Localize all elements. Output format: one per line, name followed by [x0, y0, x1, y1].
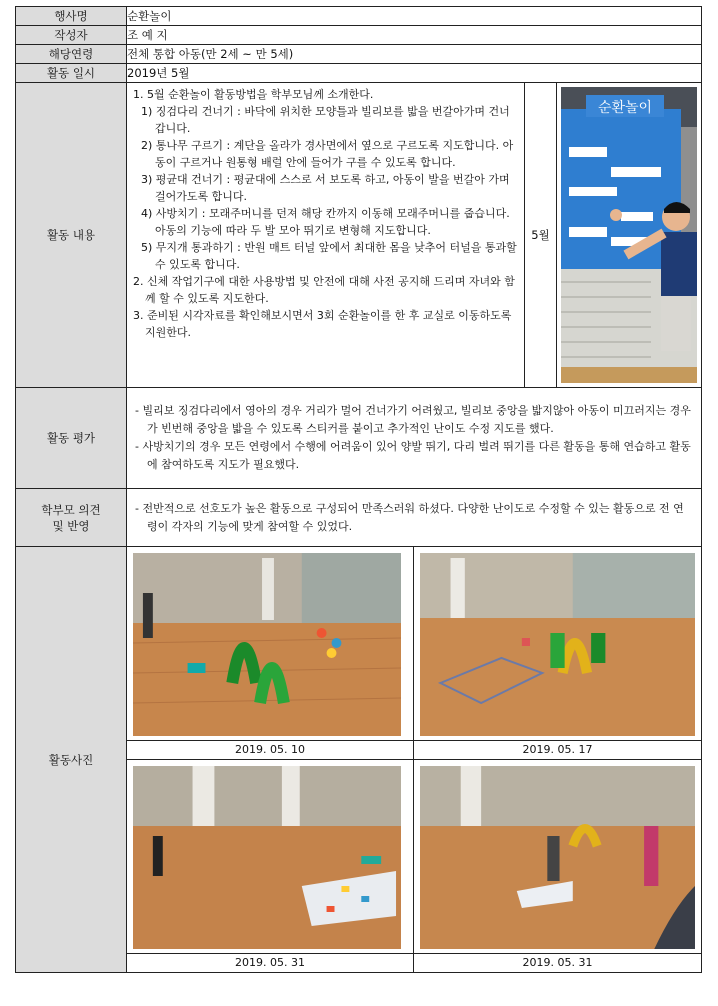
content-photo-cell: [557, 83, 702, 388]
event-name-label: 행사명: [16, 7, 127, 26]
age-value: 전체 통합 아동(만 2세 ~ 만 5세): [127, 45, 702, 64]
parent-label-line2: 및 반영: [52, 518, 90, 533]
date-label: 활동 일시: [16, 64, 127, 83]
photos-cell: [127, 547, 702, 973]
age-label: 해당연령: [16, 45, 127, 64]
gym-photo: [133, 766, 401, 949]
evaluation-bullet: - 빌리보 징검다리에서 영아의 경우 거리가 멀어 건너가기 어려웠고, 빌리보 중앙을 밟지않아 아동이 미끄러지는 경우가 빈번해 중앙을 밟을 수 있도록 스티커를 붙이고 추가적인 난이도 수정 지도를 했다.: [135, 404, 691, 435]
content-extra: 3. 준비된 시각자료를 확인해보시면서 3회 순환놀이를 한 후 교실로 이동하도록 지원한다.: [133, 309, 512, 339]
content-cell: [127, 83, 525, 388]
content-month: 5월: [525, 83, 557, 388]
parent-label-line1: 학부모 의견: [41, 502, 101, 517]
evaluation-label: 활동 평가: [16, 388, 127, 489]
content-label: 활동 내용: [16, 83, 127, 388]
gym-photo: [420, 553, 695, 736]
parent-label: [16, 489, 127, 547]
content-item: 4) 사방치기 : 모래주머니를 던져 해당 칸까지 이동해 모래주머니를 줍습니다. 아동의 기능에 따라 두 발 모아 뛰기로 변형해 지도합니다.: [141, 207, 510, 237]
gym-photo: [420, 766, 695, 949]
content-extra: 2. 신체 작업기구에 대한 사용방법 및 안전에 대해 사전 공지해 드리며 자녀와 함께 할 수 있도록 지도한다.: [133, 275, 515, 305]
content-item: 1) 징검다리 건너기 : 바닥에 위치한 모양틀과 빌리보를 밟을 번갈아가며 건너갑니다.: [141, 105, 510, 135]
activity-report-table: [15, 6, 702, 973]
parent-cell: [127, 489, 702, 547]
content-item: 3) 평균대 건너기 : 평균대에 스스로 서 보도록 하고, 아동이 발을 번갈아 가며 걸어가도록 합니다.: [141, 173, 510, 203]
content-item: 2) 통나무 구르기 : 계단을 올라가 경사면에서 옆으로 구르도록 지도합니다. 아동이 구르거나 원통형 배럴 안에 들어가 구를 수 있도록 합니다.: [141, 139, 514, 169]
photo-2: [414, 547, 701, 760]
gym-photo: [133, 553, 401, 736]
date-value: 2019년 5월: [127, 64, 702, 83]
board-photo: [561, 87, 697, 383]
author-label: 작성자: [16, 26, 127, 45]
photo-4: [414, 760, 701, 972]
photo-1: [127, 547, 414, 760]
photo-3: [127, 760, 414, 972]
photo-caption: 2019. 05. 17: [414, 740, 701, 760]
evaluation-cell: [127, 388, 702, 489]
author-value: 조 예 지: [127, 26, 702, 45]
parent-text: - 전반적으로 선호도가 높은 활동으로 구성되어 만족스러워 하셨다. 다양한 난이도로 수정할 수 있는 활동으로 전 연령이 각자의 기능에 맞게 참여할 수 있었다.: [135, 501, 684, 533]
photo-caption: 2019. 05. 31: [414, 953, 701, 972]
board-sign-text: 순환놀이: [597, 100, 653, 116]
photo-caption: 2019. 05. 10: [127, 740, 413, 760]
content-intro: 1. 5월 순환놀이 활동방법을 학부모님께 소개한다.: [133, 88, 374, 101]
photos-label: 활동사진: [16, 547, 127, 973]
photo-caption: 2019. 05. 31: [127, 953, 413, 972]
event-name-value: 순환놀이: [127, 7, 702, 26]
content-item: 5) 무지개 통과하기 : 반원 매트 터널 앞에서 최대한 몸을 낮추어 터널을 통과할 수 있도록 합니다.: [141, 241, 517, 271]
evaluation-bullet: - 사방치기의 경우 모든 연령에서 수행에 어려움이 있어 양발 뛰기, 다리 벌려 뛰기를 다른 활동을 통해 연습하고 활동에 참여하도록 지도가 필요했다.: [135, 440, 691, 471]
